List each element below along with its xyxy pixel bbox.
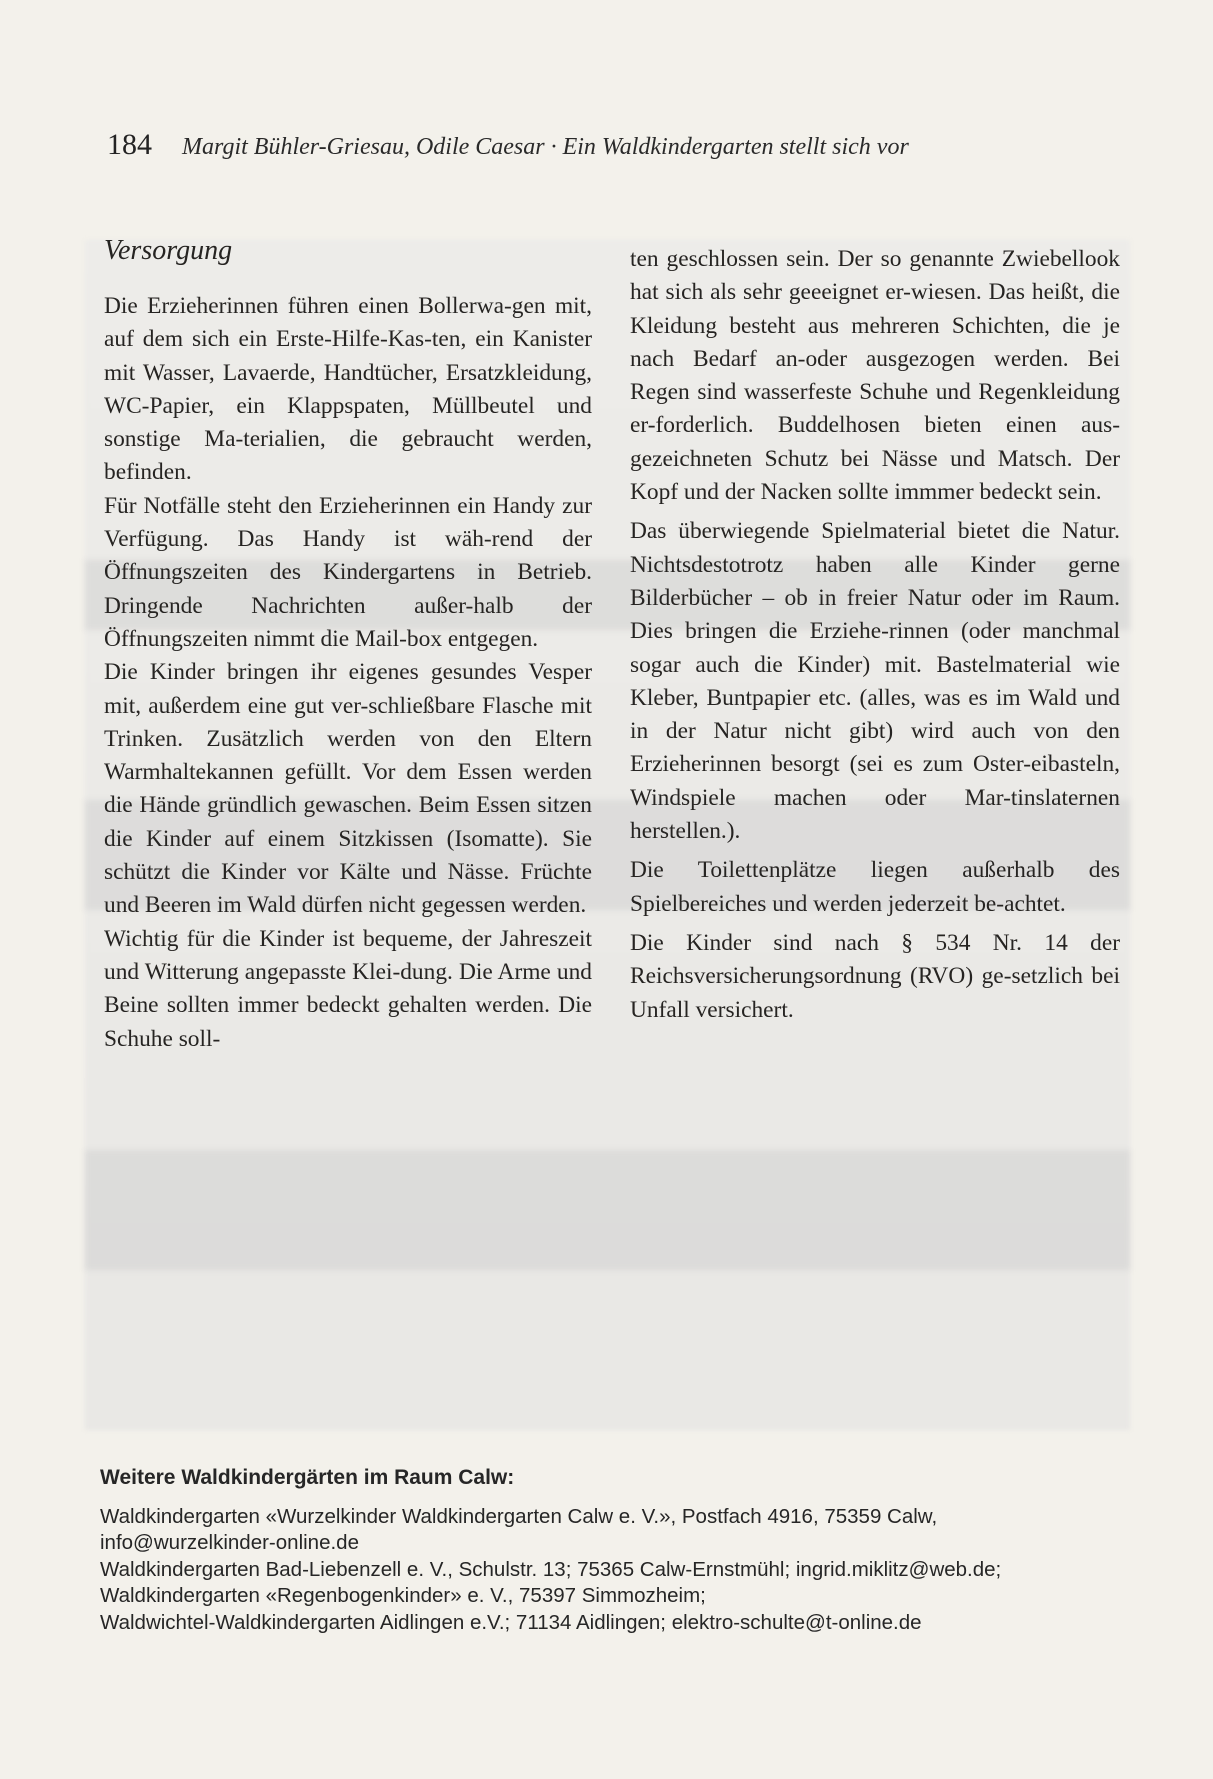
paragraph: ten geschlossen sein. Der so genannte Zwiebellook hat sich als sehr geeeignet er-wiesen. Das heißt, die Kleidung besteht aus mehreren Schichten, die je nach Bedarf an-oder ausgezogen werden. Bei Regen sind wasserfeste Schuhe und Regenkleidung er-forderlich. Buddelhosen bieten einen aus-gezeichneten Schutz bei Nässe und Matsch. Der Kopf und der Nacken sollte immmer bedeckt sein. xyxy=(630,246,1120,506)
paragraph: Die Toilettenplätze liegen außerhalb des Spielbereiches und werden jederzeit be-achtet. xyxy=(630,857,1120,917)
running-head: Margit Bühler-Griesau, Odile Caesar · Ein Waldkindergarten stellt sich vor xyxy=(182,134,909,160)
left-column xyxy=(104,234,592,1056)
paragraph: Wichtig für die Kinder ist bequeme, der Jahreszeit und Witterung angepasste Klei-dung. Die Arme und Beine sollten immer bedeckt gehalten werden. Die Schuhe soll- xyxy=(104,925,592,1052)
page-header xyxy=(107,128,1107,168)
footer-line: Waldkindergarten «Wurzelkinder Waldkindergarten Calw e. V.», Postfach 4916, 75359 Calw, xyxy=(100,1504,938,1528)
page-number: 184 xyxy=(107,128,152,161)
footer-line: Waldkindergarten «Regenbogenkinder» e. V., 75397 Simmozheim; xyxy=(100,1584,706,1607)
right-column xyxy=(630,243,1120,1027)
paragraph: Das überwiegende Spielmaterial bietet die Natur. Nichtsdestotrotz haben alle Kinder gerne Bilderbücher – ob in freier Natur oder im Raum. Dies bringen die Erziehe-rinnen (oder manchmal sogar auch die Kinder) mit. Bastelmaterial wie Kleber, Buntpapier etc. (alles, was es im Wald und in der Natur nicht gibt) wird auch von den Erzieherinnen besorgt (sei es zum Oster-eibasteln, Windspiele machen oder Mar-tinslaternen herstellen.). xyxy=(630,518,1120,845)
further-kindergartens-box xyxy=(100,1465,1130,1636)
footer-line: Waldkindergarten Bad-Liebenzell e. V., Schulstr. 13; 75365 Calw-Ernstmühl; ingrid.miklitz@web.de; xyxy=(100,1557,1002,1581)
section-title: Versorgung xyxy=(104,235,233,266)
footer-title: Weitere Waldkindergärten im Raum Calw: xyxy=(100,1466,515,1489)
paragraph: Die Kinder sind nach § 534 Nr. 14 der Reichsversicherungsordnung (RVO) ge-setzlich bei Unfall versichert. xyxy=(630,929,1120,1023)
footer-line: Waldwichtel-Waldkindergarten Aidlingen e.V.; 71134 Aidlingen; elektro-schulte@t-online.de xyxy=(100,1610,922,1634)
paragraph: Die Erzieherinnen führen einen Bollerwa-gen mit, auf dem sich ein Erste-Hilfe-Kas-ten, ein Kanister mit Wasser, Lavaerde, Handtücher, Ersatzkleidung, WC-Papier, ein Klappspaten, Müllbeutel und sonstige Ma-terialien, die gebraucht werden, befinden. xyxy=(104,293,592,486)
show-through-band xyxy=(85,1150,1130,1270)
footer-line: info@wurzelkinder-online.de xyxy=(100,1531,359,1554)
paragraph: Für Notfälle steht den Erzieherinnen ein Handy zur Verfügung. Das Handy ist wäh-rend der Öffnungszeiten des Kindergartens in Betrieb. Dringende Nachrichten außer-halb der Öffnungszeiten nimmt die Mail-box entgegen. xyxy=(104,492,592,652)
paragraph: Die Kinder bringen ihr eigenes gesundes Vesper mit, außerdem eine gut ver-schließbare Flasche mit Trinken. Zusätzlich werden von den Eltern Warmhaltekannen gefüllt. Vor dem Essen werden die Hände gründlich gewaschen. Beim Essen sitzen die Kinder auf einem Sitzkissen (Isomatte). Sie schützt die Kinder vor Kälte und Nässe. Früchte und Beeren im Wald dürfen nicht gegessen werden. xyxy=(104,659,592,919)
